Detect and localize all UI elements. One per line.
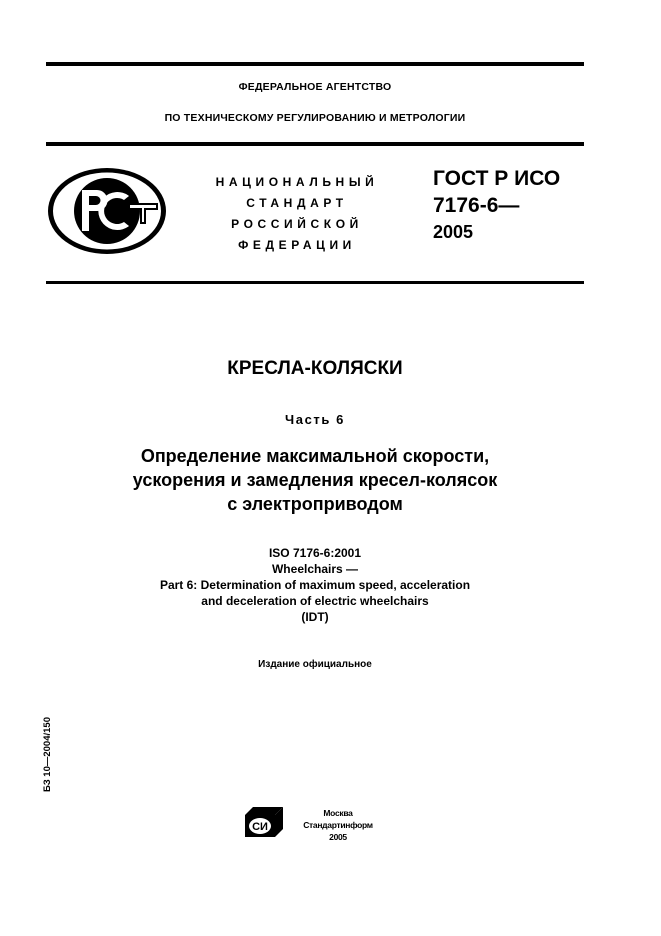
subtitle-line: с электроприводом <box>227 494 403 514</box>
standard-type-line: СТАНДАРТ <box>246 196 348 210</box>
rst-logo-icon <box>46 166 168 256</box>
standard-type <box>196 172 398 256</box>
part-label: Часть 6 <box>285 412 345 427</box>
publisher-year: 2005 <box>329 832 347 842</box>
document-title: КРЕСЛА-КОЛЯСКИ <box>227 358 403 379</box>
publisher-city: Москва <box>323 808 353 818</box>
standard-type-line: РОССИЙСКОЙ <box>231 217 363 231</box>
designation-line: ГОСТ Р ИСО <box>433 167 561 190</box>
designation-number: 7176-6— <box>433 194 520 217</box>
standard-designation <box>433 165 560 246</box>
iso-identity: (IDT) <box>301 610 329 624</box>
standard-type-line: ФЕДЕРАЦИИ <box>238 238 356 252</box>
standartinform-logo-icon <box>244 806 284 838</box>
side-code: БЗ 10—2004/150 <box>42 717 53 792</box>
agency-subtitle: ПО ТЕХНИЧЕСКОМУ РЕГУЛИРОВАНИЮ И МЕТРОЛОГИИ <box>164 112 466 124</box>
subtitle-line: Определение максимальной скорости, <box>140 446 490 466</box>
edition-label: Издание официальное <box>258 659 372 670</box>
standard-type-line: НАЦИОНАЛЬНЫЙ <box>215 175 379 189</box>
subtitle-line: ускорения и замедления кресел-колясок <box>132 470 498 490</box>
publisher-logo-text: СИ <box>252 821 268 833</box>
publisher-name: Стандартинформ <box>303 820 373 830</box>
iso-title: Wheelchairs — <box>271 562 359 576</box>
iso-reference <box>46 545 584 625</box>
iso-part-line: and deceleration of electric wheelchairs <box>201 594 429 608</box>
agency-name: ФЕДЕРАЛЬНОЕ АГЕНТСТВО <box>238 81 392 93</box>
top-rule <box>46 62 584 66</box>
iso-part-line: Part 6: Determination of maximum speed, acceleration <box>159 578 471 592</box>
middle-rule <box>46 142 584 146</box>
iso-number: ISO 7176-6:2001 <box>268 546 362 560</box>
document-subtitle <box>46 444 584 516</box>
publisher-block <box>292 807 384 843</box>
header-bottom-rule <box>46 281 584 284</box>
designation-year: 2005 <box>433 222 474 242</box>
